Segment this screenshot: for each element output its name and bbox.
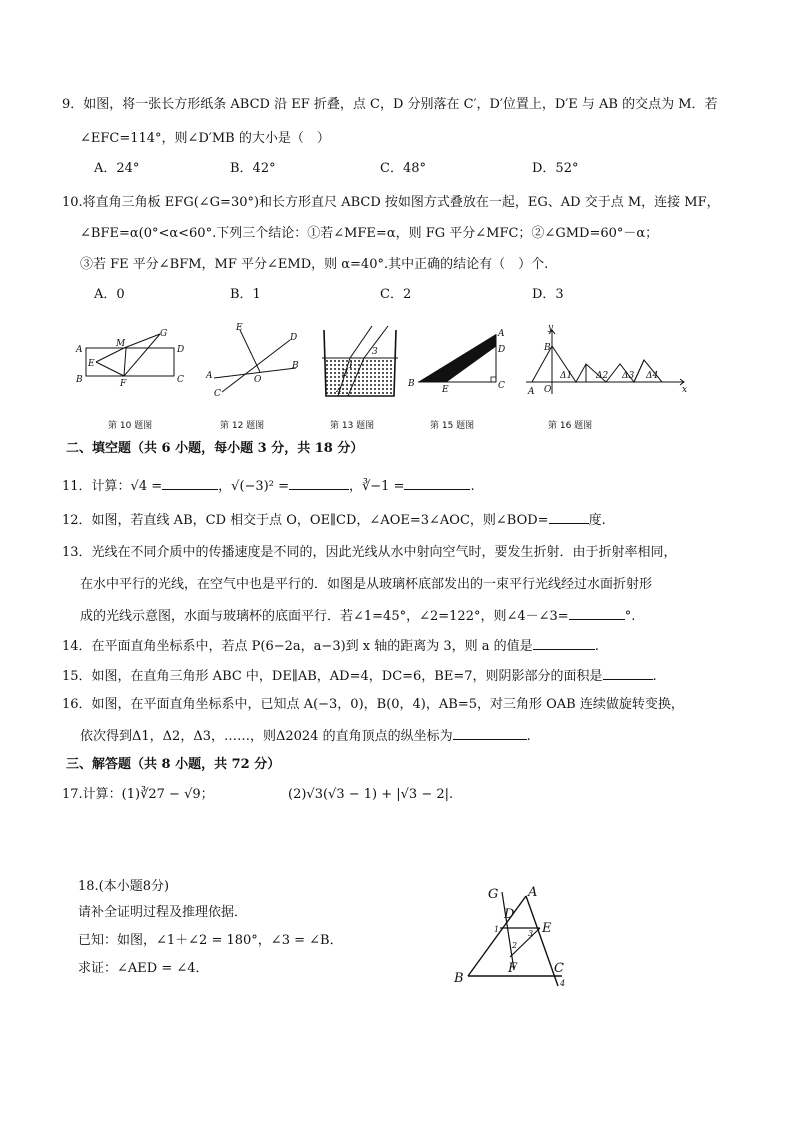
q15-line: [62, 666, 657, 686]
q10-line2: ∠BFE=α(0°<α<60°.下列三个结论：①若∠MFE=α，则 FG 平分∠MFC；②∠GMD=60°－α；: [80, 226, 659, 241]
fig18-label-4: 4: [560, 979, 566, 988]
fig10-label-e: E: [88, 359, 95, 369]
q10-option-c: C．2: [380, 287, 412, 302]
fig12-label-d: D: [290, 333, 298, 343]
q13-blank[interactable]: [569, 606, 625, 620]
fig10-label-m: M: [116, 339, 126, 349]
q13-line1: 13．光线在不同介质中的传播速度是不同的，因此光线从水中射向空气时，要发生折射．由于折射率相同，: [62, 545, 677, 560]
q11-blank1[interactable]: [162, 476, 218, 490]
fig18-label-d: D: [504, 907, 515, 922]
q12-text: 12．如图，若直线 AB，CD 相交于点 O，OE∥CD，∠AOE=3∠AOC，则∠BOD=: [62, 513, 549, 528]
q15-blank[interactable]: [603, 666, 653, 680]
figure-18: [448, 882, 576, 994]
fig15-label-b: B: [408, 379, 415, 389]
fig16-label-d3: Δ3: [622, 371, 635, 381]
figure-15: [406, 326, 512, 395]
fig10-label-b: B: [76, 375, 83, 385]
q15-text: 15．如图，在直角三角形 ABC 中，DE∥AB，AD=4，DC=6，BE=7，则阴影部分的面积是: [62, 669, 603, 684]
q14-end: .: [594, 639, 599, 654]
fig18-label-e: E: [542, 921, 552, 936]
q11-prefix: 11．计算：: [62, 479, 131, 494]
q9-option-c: C．48°: [380, 161, 426, 176]
q18-line1: 请补全证明过程及推理依据．: [78, 905, 248, 920]
q13-end: °.: [624, 609, 636, 624]
fig12-label-c: C: [214, 389, 221, 399]
figure-12-caption: 第 12 题图: [220, 421, 265, 431]
q16-end: .: [526, 729, 531, 744]
q11-expr1: √4 =: [130, 479, 163, 494]
fig18-label-1: 1: [494, 925, 500, 934]
fig12-label-b: B: [292, 361, 299, 371]
q11-blank2[interactable]: [289, 476, 349, 490]
q14-blank[interactable]: [533, 636, 595, 650]
fig18-label-2: 2: [512, 941, 518, 950]
figure-13: [318, 324, 404, 400]
fig12-label-e: E: [236, 323, 243, 333]
fig18-label-a: A: [528, 885, 538, 900]
q10-option-a: A．0: [94, 287, 125, 302]
q14-line: [62, 636, 599, 656]
q11-blank3[interactable]: [404, 476, 470, 490]
fig13-label-3: 3: [372, 347, 378, 357]
q12-line: [62, 510, 606, 530]
q11-expr3: ∛−1 =: [362, 479, 405, 494]
q11-expr2: √(−3)² =: [231, 479, 289, 494]
section2-title: 二、填空题（共 6 小题，每小题 3 分，共 18 分）: [66, 441, 364, 456]
figure-16: [522, 323, 690, 397]
figure-16-caption: 第 16 题图: [548, 421, 593, 431]
section3-title: 三、解答题（共 8 小题，共 72 分）: [66, 757, 281, 772]
q13-line2: 在水中平行的光线，在空气中也是平行的．如图是从玻璃杯底部发出的一束平行光线经过水面折射形: [80, 577, 653, 592]
fig15-label-d: D: [498, 345, 506, 355]
q18-line3: 求证：∠AED = ∠4．: [78, 961, 209, 976]
fig13-label-2: 2: [342, 369, 348, 379]
fig18-label-c: C: [554, 961, 564, 976]
figure-12: [204, 322, 300, 399]
figure-15-caption: 第 15 题图: [430, 421, 475, 431]
q9-option-b: B．42°: [230, 161, 276, 176]
fig10-label-c: C: [177, 375, 184, 385]
q16-text: 依次得到Δ1，Δ2，Δ3，……，则Δ2024 的直角顶点的纵坐标为: [80, 729, 453, 744]
q13-text: 成的光线示意图，水面与玻璃杯的底面平行．若∠1=45°，∠2=122°，则∠4－∠3=: [80, 609, 569, 624]
fig15-label-a: A: [498, 329, 505, 339]
q16-blank[interactable]: [453, 726, 527, 740]
fig18-label-3: 3: [528, 929, 534, 938]
fig10-label-a: A: [76, 345, 83, 355]
q14-text: 14．在平面直角坐标系中，若点 P(6−2a，a−3)到 x 轴的距离为 3，则 a 的值是: [62, 639, 533, 654]
q11-end: .: [470, 479, 475, 494]
fig10-label-f: F: [120, 379, 127, 389]
q12-end: 度.: [588, 513, 606, 528]
figure-13-caption: 第 13 题图: [330, 421, 375, 431]
q15-end: .: [652, 669, 657, 684]
fig18-label-f: F: [508, 961, 518, 976]
q12-blank[interactable]: [549, 510, 589, 524]
fig16-label-a: A: [528, 387, 535, 397]
q18-line2: 已知：如图，∠1＋∠2 = 180°，∠3 = ∠B．: [78, 933, 343, 948]
fig16-label-o: O: [544, 385, 552, 395]
q16-line2: [80, 726, 531, 746]
figure-10: [76, 328, 186, 394]
fig13-label-4: 4: [336, 387, 342, 397]
q17-part2: (2)√3(√3 − 1) + |√3 − 2|.: [288, 787, 454, 802]
q9-option-a: A．24°: [94, 161, 140, 176]
q10-line3: ③若 FE 平分∠BFM，MF 平分∠EMD，则 α=40°.其中正确的结论有（ ）个.: [80, 257, 549, 272]
q16-line1: 16．如图，在平面直角坐标系中，已知点 A(−3，0)，B(0，4)，AB=5，对三角形 OAB 连续做旋转变换，: [62, 697, 684, 712]
fig16-label-y: y: [548, 323, 554, 333]
figure-10-caption: 第 10 题图: [108, 421, 153, 431]
q18-title: 18.(本小题8分): [78, 879, 170, 894]
q13-line3: [80, 606, 635, 626]
fig16-label-x: x: [682, 385, 688, 395]
fig15-label-e: E: [442, 385, 449, 395]
fig16-label-d1: Δ1: [560, 371, 573, 381]
fig16-label-d2: Δ2: [596, 371, 609, 381]
q10-option-d: D．3: [532, 287, 564, 302]
q9-option-d: D．52°: [532, 161, 579, 176]
fig15-label-c: C: [498, 381, 505, 391]
q10-line1: 10.将直角三角板 EFG(∠G=30°)和长方形直尺 ABCD 按如图方式叠放在一起，EG、AD 交于点 M，连接 MF，: [62, 195, 720, 210]
fig16-label-b: B: [544, 343, 551, 353]
q17-part1: 17.计算：(1)∛27 − √9；: [62, 787, 214, 802]
fig13-label-1: 1: [348, 361, 354, 371]
q10-option-b: B．1: [230, 287, 261, 302]
q9-line2: ∠EFC=114°，则∠D′MB 的大小是（ ）: [80, 131, 330, 146]
fig10-label-d: D: [177, 345, 185, 355]
q9-line1: 9．如图，将一张长方形纸条 ABCD 沿 EF 折叠，点 C，D 分别落在 C′，D′位置上，D′E 与 AB 的交点为 M．若: [62, 97, 718, 112]
fig16-label-d4: Δ4: [646, 371, 659, 381]
fig10-label-g: G: [160, 329, 168, 339]
fig18-label-g: G: [488, 887, 499, 902]
fig12-label-o: O: [254, 375, 262, 385]
q11-line: 11．计算：√4 = ，√(−3)² = ，∛−1 = .: [62, 476, 475, 496]
fig18-label-b: B: [454, 971, 464, 986]
fig12-label-a: A: [206, 371, 213, 381]
